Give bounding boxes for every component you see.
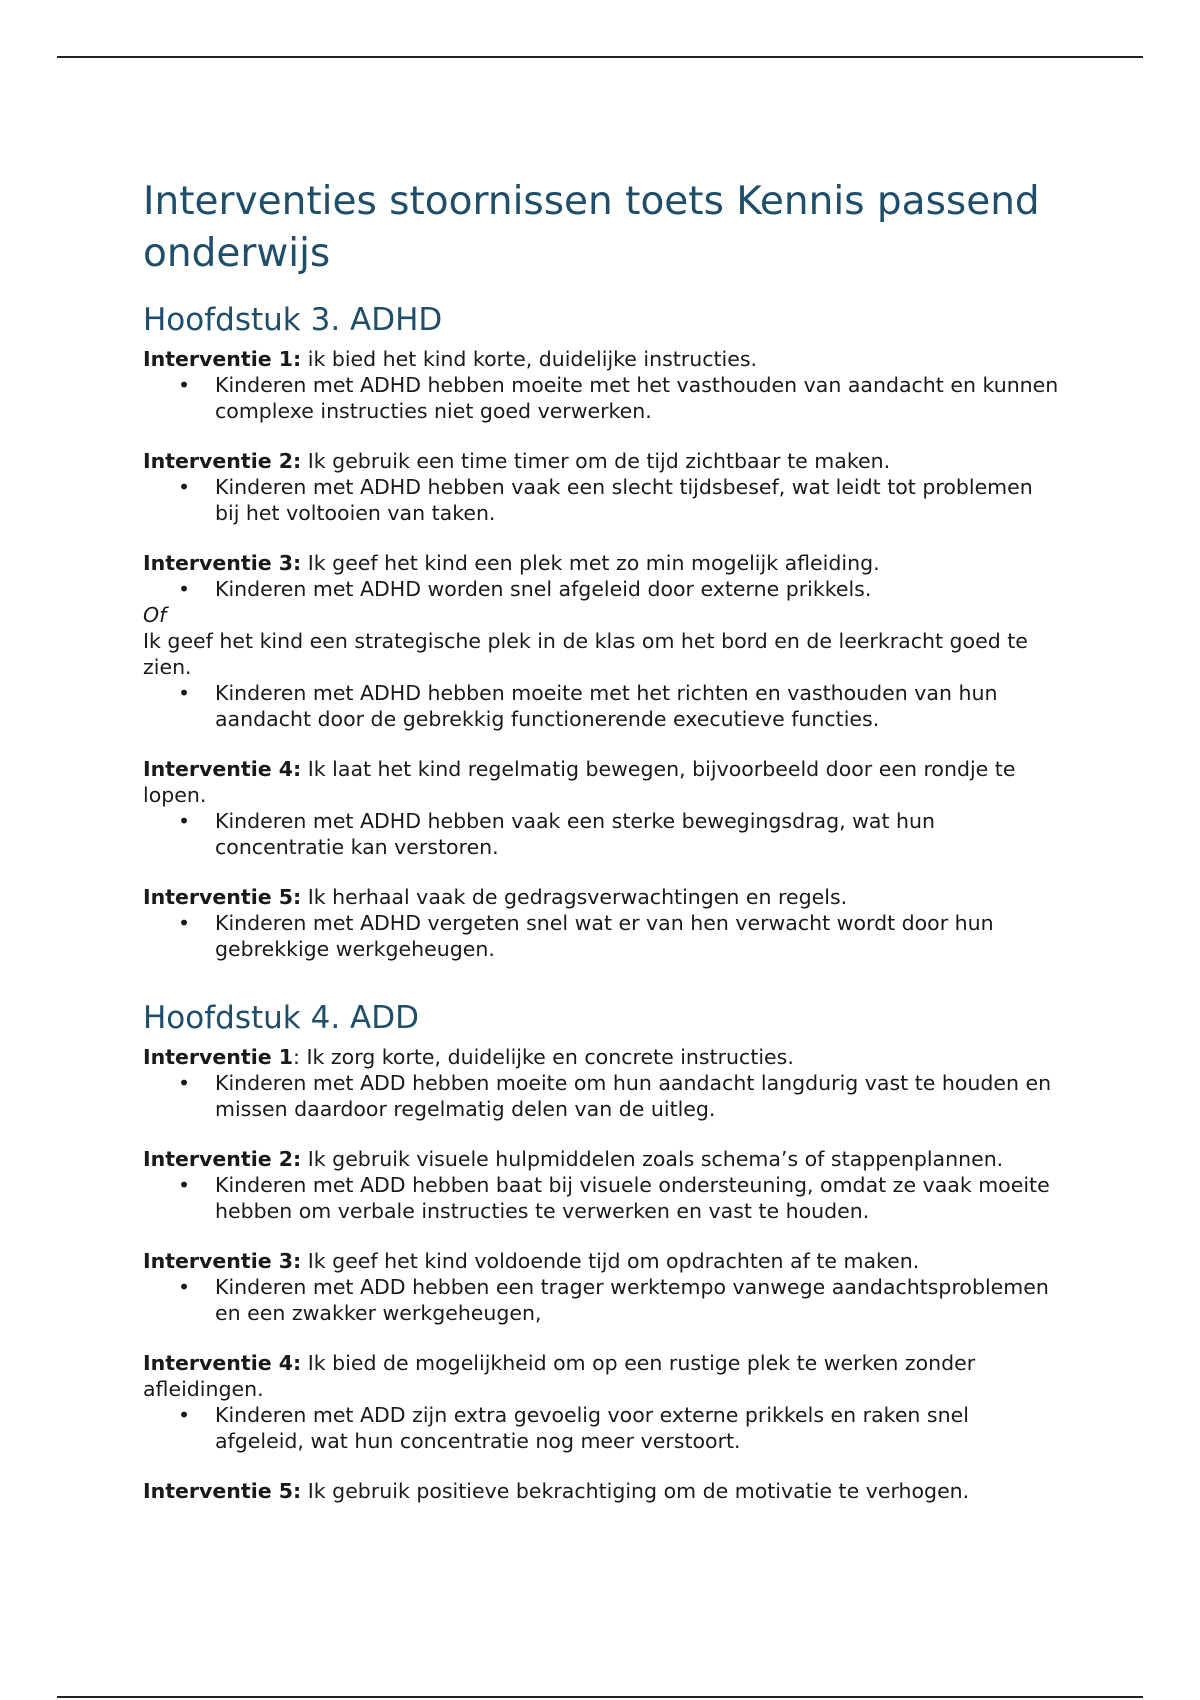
list-item: • Kinderen met ADD zijn extra gevoelig voor externe prikkels en raken snel afgeleid, wat hun concentratie nog meer verstoort. [215, 1402, 1063, 1454]
intervention-label: Interventie 5: [143, 885, 302, 909]
bullet-list [143, 576, 1063, 602]
intervention-block [143, 448, 1063, 526]
bullet-list [143, 1402, 1063, 1454]
intervention-label: Interventie 5: [143, 1479, 302, 1503]
intervention-block [143, 884, 1063, 962]
intervention-label: Interventie 3: [143, 551, 302, 575]
intervention-text: ik bied het kind korte, duidelijke instructies. [301, 347, 758, 371]
top-rule [57, 56, 1143, 58]
bottom-rule [57, 1696, 1143, 1698]
or-label: Of [143, 603, 167, 627]
chapter-heading: Hoofdstuk 3. ADHD [143, 302, 443, 338]
intervention-line [143, 756, 1063, 808]
intervention-line [143, 1350, 1063, 1402]
intervention-line [143, 884, 1063, 910]
alternative-intervention-text: Ik geef het kind een strategische plek in de klas om het bord en de leerkracht goed te zien. [143, 629, 1028, 679]
list-item: • Kinderen met ADHD hebben vaak een sterke bewegingsdrag, wat hun concentratie kan verstoren. [215, 808, 1063, 860]
intervention-block [143, 1350, 1063, 1454]
intervention-label: Interventie 2: [143, 1147, 302, 1171]
intervention-text: Ik laat het kind regelmatig bewegen, bijvoorbeeld door een rondje te lopen. [143, 757, 1016, 807]
chapter-adhd [143, 300, 1063, 962]
bullet-list [143, 474, 1063, 526]
intervention-text: : Ik zorg korte, duidelijke en concrete instructies. [293, 1045, 794, 1069]
intervention-text: Ik herhaal vaak de gedragsverwachtingen en regels. [301, 885, 848, 909]
intervention-block [143, 1044, 1063, 1122]
list-item: • Kinderen met ADHD hebben moeite met het vasthouden van aandacht en kunnen complexe instructies niet goed verwerken. [215, 372, 1063, 424]
intervention-block [143, 1146, 1063, 1224]
bullet-list [143, 808, 1063, 860]
list-item: • Kinderen met ADHD hebben vaak een slecht tijdsbesef, wat leidt tot problemen bij het voltooien van taken. [215, 474, 1063, 526]
list-item: • Kinderen met ADD hebben moeite om hun aandacht langdurig vast te houden en missen daardoor regelmatig delen van de uitleg. [215, 1070, 1063, 1122]
bullet-list [143, 1274, 1063, 1326]
chapter-add [143, 998, 1063, 1504]
intervention-line [143, 1146, 1063, 1172]
intervention-line [143, 1044, 1063, 1070]
intervention-label: Interventie 4: [143, 757, 302, 781]
bullet-list [143, 910, 1063, 962]
intervention-line [143, 1248, 1063, 1274]
document-body [143, 176, 1063, 1528]
intervention-block [143, 756, 1063, 860]
bullet-list [143, 680, 1063, 732]
intervention-text: Ik gebruik een time timer om de tijd zichtbaar te maken. [301, 449, 891, 473]
intervention-label: Interventie 4: [143, 1351, 302, 1375]
list-item: • Kinderen met ADHD hebben moeite met het richten en vasthouden van hun aandacht door de gebrekkig functionerende executieve functies. [215, 680, 1063, 732]
intervention-text: Ik gebruik visuele hulpmiddelen zoals schema’s of stappenplannen. [301, 1147, 1004, 1171]
list-item: • Kinderen met ADHD vergeten snel wat er van hen verwacht wordt door hun gebrekkige werkgeheugen. [215, 910, 1063, 962]
intervention-line [143, 550, 1063, 576]
list-item: • Kinderen met ADD hebben baat bij visuele ondersteuning, omdat ze vaak moeite hebben om verbale instructies te verwerken en vast te houden. [215, 1172, 1063, 1224]
intervention-block [143, 1478, 1063, 1504]
intervention-text: Ik geef het kind een plek met zo min mogelijk afleiding. [301, 551, 880, 575]
chapter-heading: Hoofdstuk 4. ADD [143, 1000, 419, 1036]
intervention-block [143, 550, 1063, 732]
intervention-text: Ik geef het kind voldoende tijd om opdrachten af te maken. [301, 1249, 920, 1273]
intervention-label: Interventie 3: [143, 1249, 302, 1273]
list-item: • Kinderen met ADHD worden snel afgeleid door externe prikkels. [215, 576, 1063, 602]
intervention-text: Ik bied de mogelijkheid om op een rustige plek te werken zonder afleidingen. [143, 1351, 976, 1401]
intervention-block [143, 1248, 1063, 1326]
intervention-text: Ik gebruik positieve bekrachtiging om de motivatie te verhogen. [301, 1479, 970, 1503]
intervention-label: Interventie 1 [143, 1045, 294, 1069]
bullet-list [143, 1070, 1063, 1122]
intervention-label: Interventie 1: [143, 347, 302, 371]
intervention-line [143, 346, 1063, 372]
bullet-list [143, 372, 1063, 424]
list-item: • Kinderen met ADD hebben een trager werktempo vanwege aandachtsproblemen en een zwakker werkgeheugen, [215, 1274, 1063, 1326]
bullet-list [143, 1172, 1063, 1224]
intervention-block [143, 346, 1063, 424]
document-title: Interventies stoornissen toets Kennis passend onderwijs [143, 179, 1040, 276]
intervention-label: Interventie 2: [143, 449, 302, 473]
intervention-line [143, 448, 1063, 474]
intervention-line [143, 1478, 1063, 1504]
